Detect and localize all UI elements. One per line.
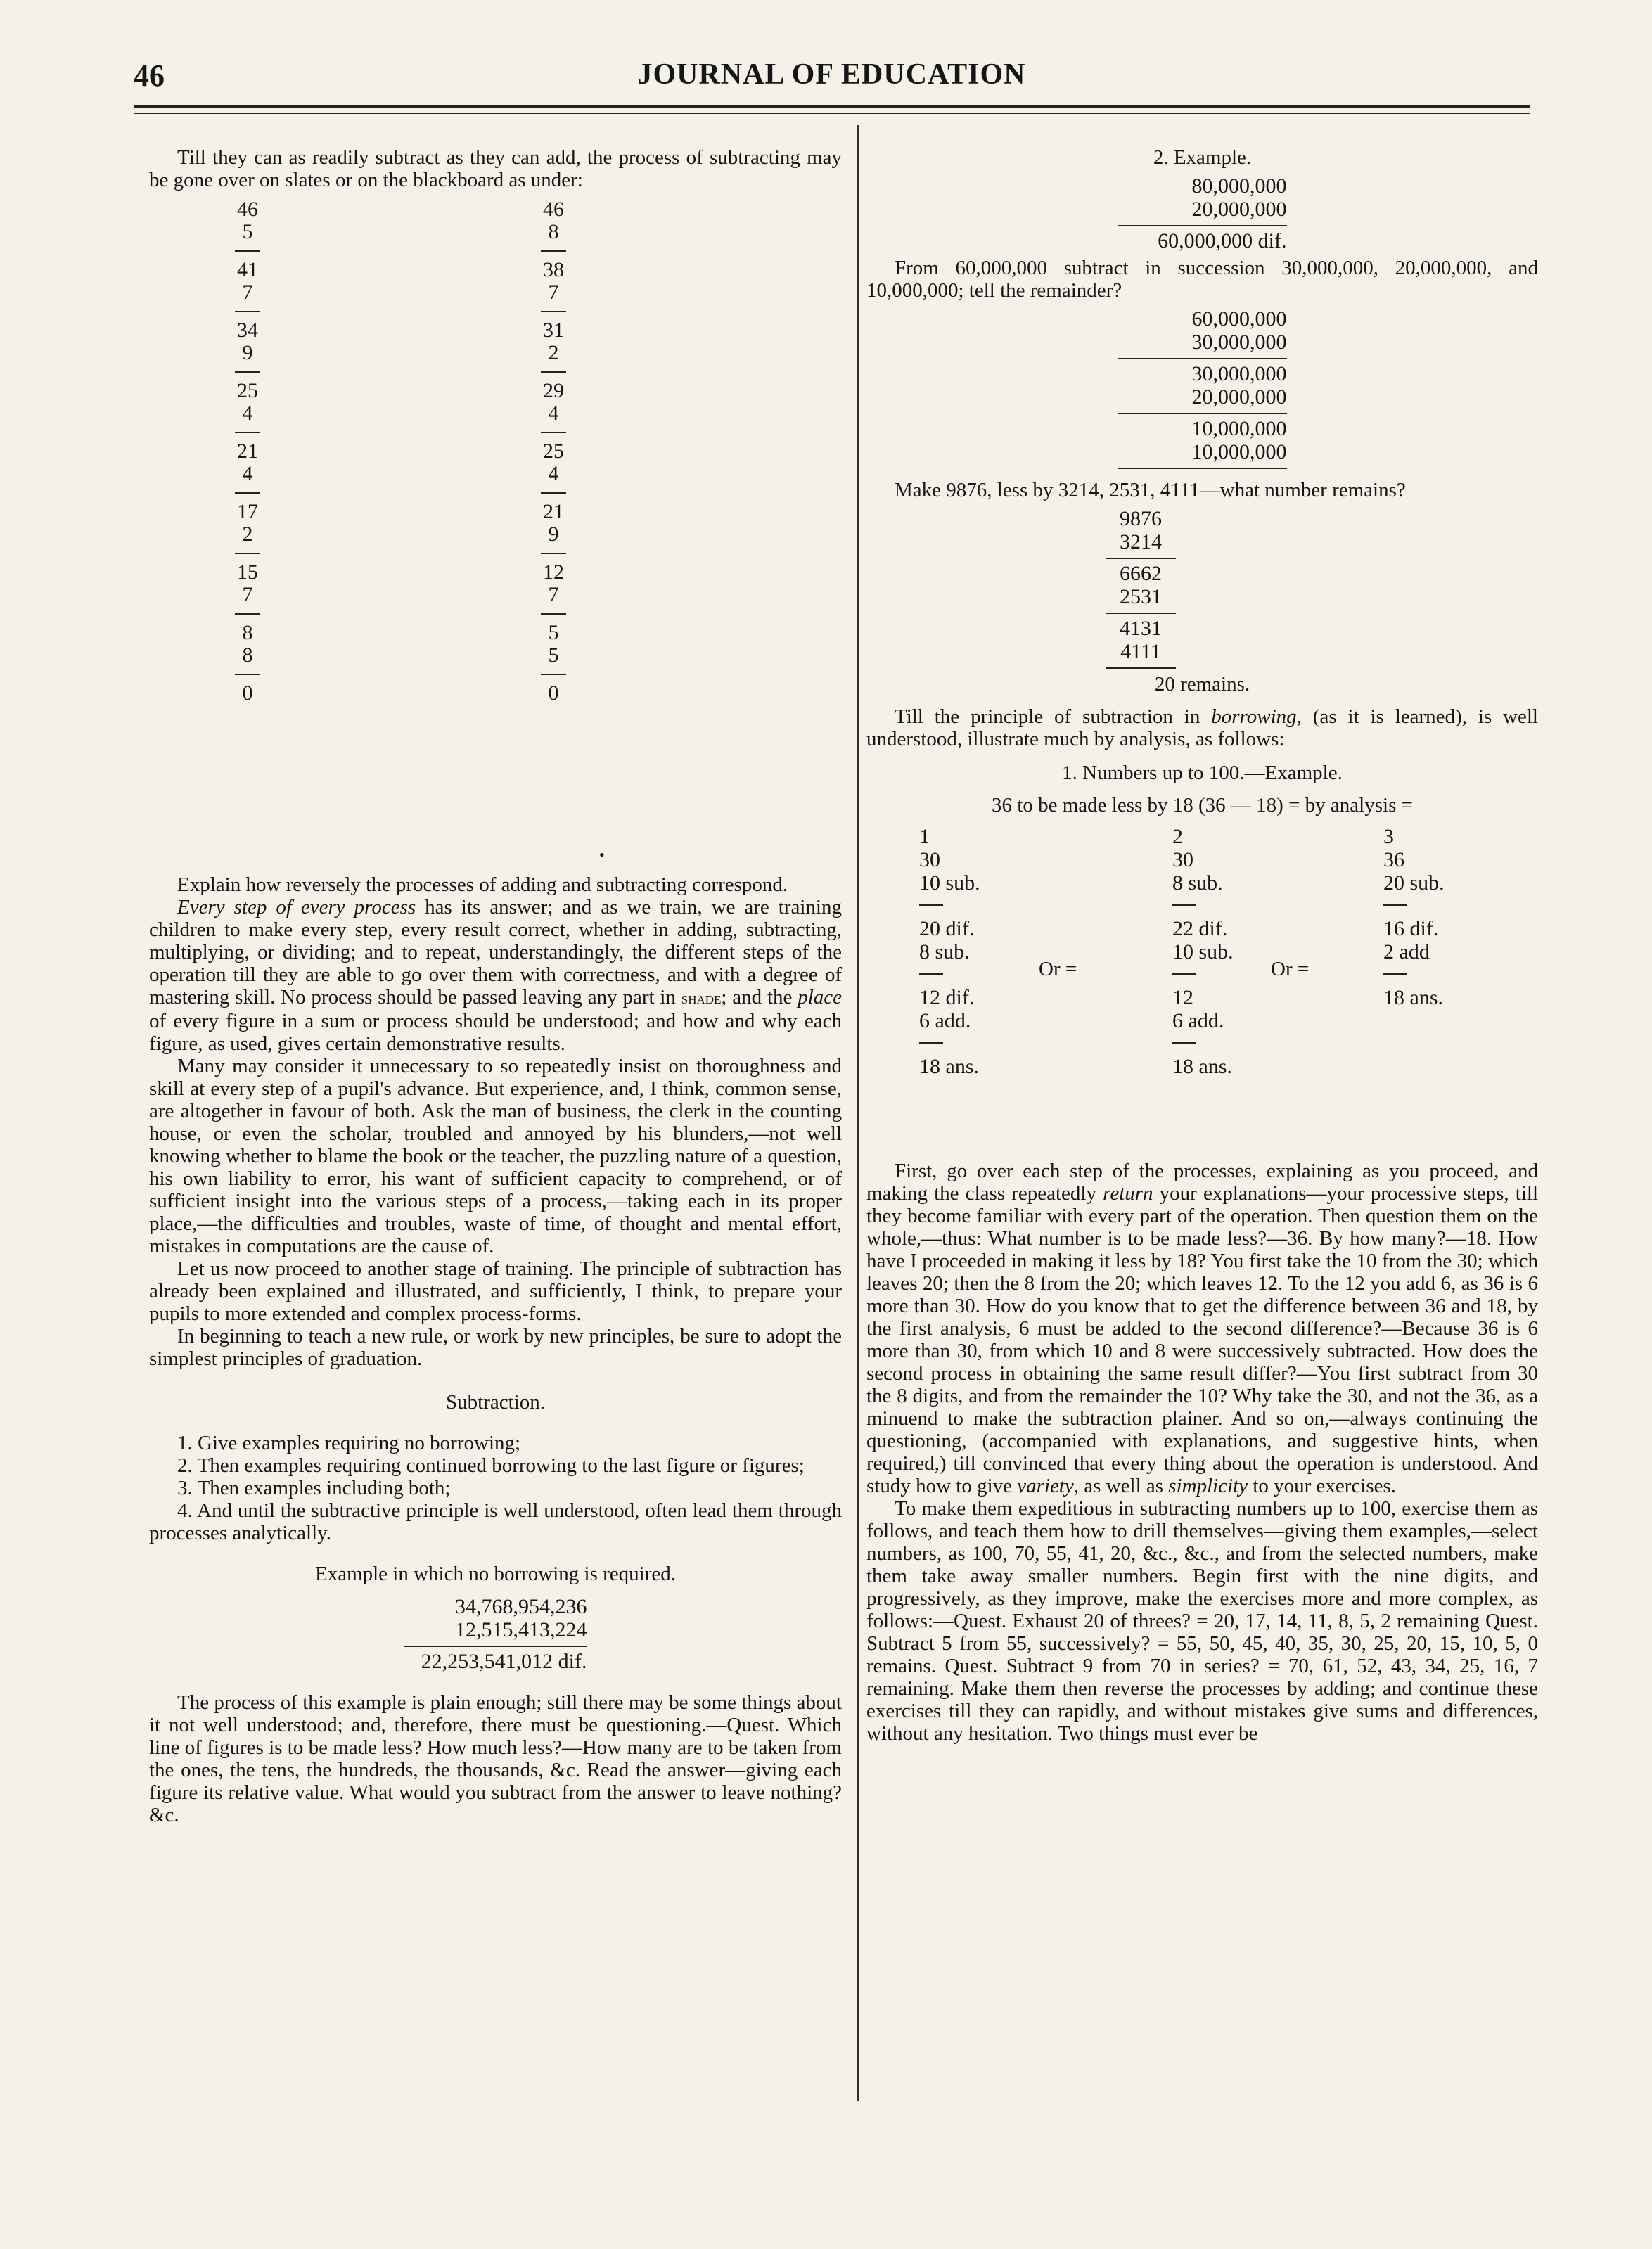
ladder-number: 0	[242, 681, 253, 705]
or-label: Or =	[1271, 958, 1310, 980]
seq-rule	[1118, 468, 1287, 469]
ladder-number: 9	[548, 523, 559, 546]
ladder-number: 25	[543, 440, 564, 463]
right-column	[866, 146, 1538, 1745]
stray-dot: •	[599, 846, 605, 864]
analysis-cell: 12 dif.	[919, 986, 975, 1009]
remains-line: 20 remains.	[1154, 673, 1250, 696]
ladder-rule	[219, 546, 276, 561]
example-result: 22,253,541,012	[421, 1650, 553, 1673]
ladder-number: 8	[242, 621, 253, 644]
ladder-number: 4	[548, 402, 559, 425]
ladder-rule	[219, 364, 276, 380]
ladder-number: 46	[237, 198, 258, 221]
ladder-rule	[219, 667, 276, 682]
ladder-number: 7	[242, 281, 253, 304]
analysis-cell: 2	[1172, 825, 1183, 848]
ladder-number: 4	[242, 402, 253, 425]
first-text-3: , as well as	[1073, 1475, 1169, 1497]
intro-paragraph: Till they can as readily subtract as they can add, the process of subtracting may be gone over on slates or on the blackboard as under:	[149, 146, 842, 191]
beginning-paragraph: In beginning to teach a new rule, or work by new principles, be sure to adopt the simplest principles of graduation.	[149, 1325, 842, 1370]
analysis-cell: 8 sub.	[919, 940, 970, 963]
analysis-rule	[919, 904, 943, 906]
analysis-cell: 36	[1383, 848, 1404, 871]
step-item: 3. Then examples including both;	[177, 1477, 451, 1499]
borrowing-word: borrowing	[1211, 705, 1297, 728]
example-heading: Example in which no borrowing is required.	[314, 1563, 677, 1585]
ladder-rule	[525, 606, 582, 622]
ladder-number: 21	[543, 500, 564, 523]
ladder-rule	[219, 606, 276, 622]
example2-minuend: 80,000,000	[1191, 174, 1287, 198]
till-paragraph	[866, 705, 1538, 750]
ladder-number: 8	[242, 643, 253, 667]
or-label: Or =	[1039, 958, 1077, 980]
ladder-number: 29	[543, 379, 564, 402]
make-rule	[1106, 558, 1176, 559]
step-item: 1. Give examples requiring no borrowing;	[177, 1432, 521, 1454]
ladder-number: 2	[548, 341, 559, 364]
example2-result: 60,000,000	[1158, 229, 1253, 252]
ladder-number: 2	[242, 523, 253, 546]
analysis-col-3	[1383, 825, 1445, 1009]
ladder-rule	[525, 364, 582, 380]
ladder-rule	[219, 425, 276, 440]
ladder-rule	[219, 304, 276, 319]
seq-line: 10,000,000	[1191, 440, 1287, 463]
first-text-4: to your exercises.	[1248, 1475, 1397, 1497]
analysis-cell: 10 sub.	[1172, 940, 1234, 963]
analysis-rule	[919, 973, 943, 975]
make-rule	[1106, 613, 1176, 614]
make-line: 2531	[1120, 585, 1162, 608]
analysis-line: 36 to be made less by 18 (36 — 18) = by analysis =	[992, 794, 1413, 816]
ladder-rule	[219, 243, 276, 259]
ladder-number: 8	[548, 220, 559, 243]
ladder-a	[219, 198, 276, 705]
example-minuend: 34,768,954,236	[455, 1595, 587, 1618]
example2-rule	[1118, 225, 1287, 226]
seq-line: 60,000,000	[1191, 307, 1287, 331]
ladder-number: 46	[543, 198, 564, 221]
example-rule	[404, 1646, 587, 1647]
column-divider	[857, 125, 859, 2101]
analysis-rule	[919, 1042, 943, 1044]
ladder-number: 21	[237, 440, 258, 463]
make-line: 3214	[1120, 530, 1162, 553]
running-header	[134, 58, 1530, 100]
ladder-rule	[525, 425, 582, 440]
process-paragraph: The process of this example is plain enough; still there may be some things about it not well understood; and, therefore, there must be questioning.—Quest. Which line of figures is to be made less? How much less?—How many are to be taken from the ones, the tens, the hundreds, the thousands, &c. Read the answer—giving each figure its relative value. What would you subtract from the answer to leave nothing? &c.	[149, 1691, 842, 1826]
example2-result-line	[1118, 229, 1287, 252]
analysis-cell: 8 sub.	[1172, 871, 1223, 895]
make-block	[1106, 507, 1176, 669]
numbers-heading: 1. Numbers up to 100.—Example.	[1062, 762, 1343, 784]
ladder-number: 5	[242, 220, 253, 243]
till-text-2: , (as it is learned), is well understood, illustrate much by analysis, as follows:	[866, 705, 1538, 750]
example2-result-suffix: dif.	[1253, 229, 1287, 252]
step-item: 4. And until the subtractive principle is well understood, often lead them through processes analytically.	[149, 1499, 842, 1544]
analysis-cell: 20 dif.	[919, 917, 975, 940]
seq-line: 20,000,000	[1191, 385, 1287, 409]
ladder-number: 34	[237, 319, 258, 342]
ladder-number: 15	[237, 560, 258, 584]
simplicity-word: simplicity	[1168, 1475, 1248, 1497]
journal-title: JOURNAL OF EDUCATION	[637, 58, 1026, 91]
analysis-table	[866, 825, 1538, 1155]
analysis-cell: 6 add.	[919, 1009, 971, 1032]
analysis-cell: 6 add.	[1172, 1009, 1224, 1032]
make-rule	[1106, 667, 1176, 669]
seq-line: 30,000,000	[1191, 362, 1287, 385]
ladder-number: 31	[543, 319, 564, 342]
analysis-rule	[1172, 1042, 1196, 1044]
analysis-cell: 16 dif.	[1383, 917, 1439, 940]
analysis-col-2	[1172, 825, 1234, 1078]
analysis-cell: 12	[1172, 986, 1193, 1009]
analysis-rule	[1383, 904, 1407, 906]
ladder-b	[525, 198, 582, 705]
left-column	[149, 146, 842, 1826]
ladder-number: 12	[543, 560, 564, 584]
analysis-cell: 30	[1172, 848, 1193, 871]
every-step-paragraph	[149, 896, 842, 1055]
example2-heading: 2. Example.	[1153, 146, 1252, 169]
explain-paragraph: Explain how reversely the processes of adding and subtracting correspond.	[177, 873, 788, 896]
ladder-rule	[525, 667, 582, 682]
analysis-col-1	[919, 825, 980, 1078]
seq-rule	[1118, 358, 1287, 359]
example-result-line	[404, 1650, 587, 1673]
page-number: 46	[134, 58, 165, 93]
make-line: 9876	[1120, 507, 1162, 530]
from-paragraph: From 60,000,000 subtract in succession 30,000,000, 20,000,000, and 10,000,000; tell the remainder?	[866, 257, 1538, 302]
succession-block	[1118, 307, 1287, 469]
ladder-rule	[525, 243, 582, 259]
ladder-number: 0	[548, 681, 559, 705]
first-text-2: your explanations—your processive steps, till they become familiar with every part of the operation. Then question them on the whole,—thus: What number is to be made less?—36. By how many?—18. How have I proceeded in making it less by 18? You first take the 10 from the 30; which leaves 20; then the 8 from the 20; which leaves 12. To the 12 you add 6, as 36 is 6 more than 30. How do you know that to get the difference between 36 and 18, by the first analysis, 6 must be added to the second difference?—Because 36 is 6 more than 30, from which 10 and 8 were successively subtracted. How does the second process in obtaining the same result differ?—You first subtract from 30 the 8 digits, and from the remainder the 10? Why take the 30, and not the 36, as a minuend to make the subtraction plainer. And so on,—always continuing the questioning, (accompanied with explanations, and suggestive hints, when required,) till convinced that every thing about the operation is understood. And study how to give	[866, 1182, 1539, 1497]
first-paragraph	[866, 1160, 1538, 1497]
make-line: 4111	[1120, 640, 1161, 663]
make-paragraph: Make 9876, less by 3214, 2531, 4111—what number remains?	[895, 479, 1406, 501]
analysis-cell: 18 ans.	[919, 1055, 979, 1078]
every-step-text-3: of every figure in a sum or process should be understood; and how and why each figure, as used, gives certain demonstrative results.	[149, 1010, 842, 1055]
ladder-number: 38	[543, 258, 564, 281]
example-no-borrow	[404, 1595, 587, 1673]
ladder-number: 25	[237, 379, 258, 402]
ladder-number: 7	[548, 583, 559, 606]
analysis-cell: 1	[919, 825, 930, 848]
many-paragraph: Many may consider it unnecessary to so repeatedly insist on thoroughness and skill at every step of a pupil's advance. But experience, and, I think, common sense, are altogether in favour of both. Ask the man of business, the clerk in the counting house, or even the scholar, troubled and annoyed by his blunders,—not well knowing whether to blame the book or the teacher, the puzzling nature of a question, his own liability to error, his want of sufficient capacity to comprehend, or of sufficient insight into the various steps of a process,—taking each in its proper place,—the difficulties and troubles, waste of time, of thought and mental effort, mistakes in computations are the cause of.	[149, 1055, 842, 1257]
shade-word: shade	[681, 989, 722, 1008]
step-item: 2. Then examples requiring continued borrowing to the last figure or figures;	[177, 1454, 805, 1477]
analysis-rule	[1172, 973, 1196, 975]
ladder-rule	[525, 485, 582, 501]
analysis-cell: 20 sub.	[1383, 871, 1445, 895]
place-word: place	[798, 986, 842, 1008]
make-line: 4131	[1120, 617, 1162, 640]
analysis-cell: 18 ans.	[1383, 986, 1443, 1009]
ladder-rule	[219, 485, 276, 501]
header-rule-thin	[134, 113, 1530, 114]
seq-rule	[1118, 413, 1287, 414]
ladder-number: 4	[548, 462, 559, 485]
variety-word: variety	[1017, 1475, 1074, 1497]
subtraction-heading: Subtraction.	[446, 1391, 545, 1414]
make-line: 6662	[1120, 562, 1162, 585]
analysis-cell: 22 dif.	[1172, 917, 1228, 940]
ladder-number: 5	[548, 621, 559, 644]
every-step-text-1: has its answer; and as we train, we are training children to make every step, every result correct, whether in adding, subtracting, multiplying, or dividing; and to repeat, understandingly, the different steps of the operation till they are able to go over them with correctness, and with a degree of mastering skill. No process should be passed leaving any part in	[149, 896, 842, 1008]
seq-line: 30,000,000	[1191, 331, 1287, 354]
analysis-cell: 18 ans.	[1172, 1055, 1232, 1078]
first-text-1: First, go over each step of the processes, explaining as you proceed, and making the class repeatedly	[866, 1160, 1538, 1205]
analysis-cell: 2 add	[1383, 940, 1430, 963]
ladder-number: 7	[548, 281, 559, 304]
ladder-rule	[525, 546, 582, 561]
every-step-emphasis: Every step of every process	[177, 896, 416, 918]
let-us-paragraph: Let us now proceed to another stage of training. The principle of subtraction has already been explained and illustrated, and sufficiently, I think, to prepare your pupils to more extended and complex process-forms.	[149, 1257, 842, 1325]
header-rule-thick	[134, 105, 1530, 108]
analysis-cell: 3	[1383, 825, 1394, 848]
every-step-text-2: ; and the	[721, 986, 798, 1008]
subtraction-ladders	[149, 198, 842, 873]
example2-block	[1118, 174, 1287, 252]
analysis-cell: 30	[919, 848, 940, 871]
example2-subtrahend: 20,000,000	[1191, 198, 1287, 221]
example-result-suffix: dif.	[553, 1650, 587, 1673]
ladder-rule	[525, 304, 582, 319]
ladder-number: 9	[242, 341, 253, 364]
ladder-number: 41	[237, 258, 258, 281]
analysis-rule	[1383, 973, 1407, 975]
example-subtrahend: 12,515,413,224	[455, 1618, 587, 1641]
ladder-number: 7	[242, 583, 253, 606]
ladder-number: 4	[242, 462, 253, 485]
till-text-1: Till the principle of subtraction in	[895, 705, 1212, 728]
ladder-number: 17	[237, 500, 258, 523]
analysis-cell: 10 sub.	[919, 871, 980, 895]
steps-list	[149, 1432, 842, 1544]
return-word: return	[1103, 1182, 1153, 1205]
ladder-number: 5	[548, 643, 559, 667]
expeditious-paragraph: To make them expeditious in subtracting numbers up to 100, exercise them as follows, and teach them how to drill themselves—giving them examples,—select numbers, as 100, 70, 55, 41, 20, &c., &c., and from the selected numbers, make them take away smaller numbers. Begin first with the nine digits, and progressively, as they improve, make the exercises more and more complex, as follows:—Quest. Exhaust 20 of threes? = 20, 17, 14, 11, 8, 5, 2 remaining Quest. Subtract 5 from 55, successively? = 55, 50, 45, 40, 35, 30, 25, 20, 15, 10, 5, 0 remains. Quest. Subtract 9 from 70 in series? = 70, 61, 52, 43, 34, 25, 16, 7 remaining. Make them then reverse the processes by adding; and continue these exercises till they can rapidly, and without mistakes give sums and differences, without any hesitation. Two things must ever be	[866, 1497, 1538, 1745]
seq-line: 10,000,000	[1191, 417, 1287, 440]
analysis-rule	[1172, 904, 1196, 906]
